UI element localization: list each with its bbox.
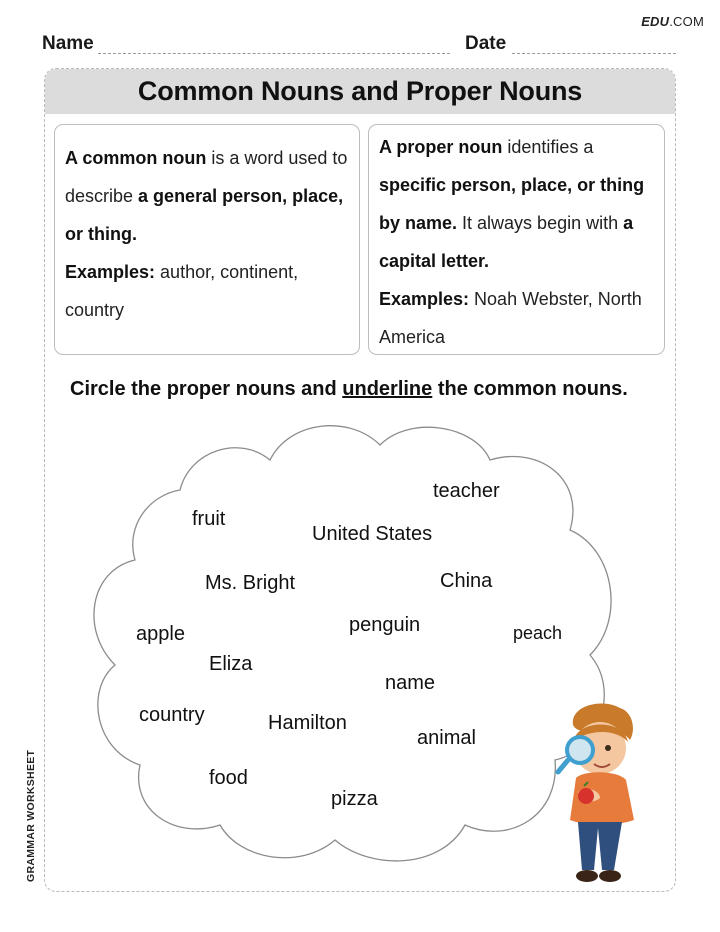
page-title: Common Nouns and Proper Nouns — [137, 76, 583, 106]
proper-noun-definition: A proper noun identifies a specific person, place, or thing by name. It always begin with a capital letter. Examples: Noah Webster, North America — [368, 124, 665, 355]
instruction-text: Circle the proper nouns and underline the common nouns. — [70, 378, 628, 400]
word-ms-bright[interactable]: Ms. Bright — [205, 572, 296, 594]
word-fruit[interactable]: fruit — [192, 508, 226, 530]
name-label: Name — [42, 33, 94, 54]
date-line[interactable] — [512, 53, 676, 54]
word-apple[interactable]: apple — [136, 623, 185, 645]
common-noun-definition: A common noun is a word used to describe a general person, place, or thing. Examples: author, continent, country — [54, 124, 360, 355]
word-food[interactable]: food — [209, 767, 248, 789]
word-animal[interactable]: animal — [417, 727, 476, 749]
name-line[interactable] — [98, 53, 450, 54]
date-label: Date — [465, 33, 507, 54]
title-banner — [45, 69, 675, 114]
word-pizza[interactable]: pizza — [331, 788, 378, 810]
name-date-row — [42, 33, 676, 55]
word-eliza[interactable]: Eliza — [209, 653, 253, 675]
word-peach[interactable]: peach — [513, 623, 563, 643]
word-hamilton[interactable]: Hamilton — [268, 712, 347, 734]
side-label: GRAMMAR WORKSHEET — [25, 749, 37, 882]
word-teacher[interactable]: teacher — [433, 480, 500, 502]
word-china[interactable]: China — [440, 570, 493, 592]
word-penguin[interactable]: penguin — [349, 614, 421, 636]
word-name[interactable]: name — [385, 672, 436, 694]
word-united-states[interactable]: United States — [312, 523, 433, 545]
brand-logo: EDU.COM — [641, 14, 704, 29]
boy-with-magnifier-illustration — [548, 700, 648, 890]
word-country[interactable]: country — [139, 704, 205, 726]
